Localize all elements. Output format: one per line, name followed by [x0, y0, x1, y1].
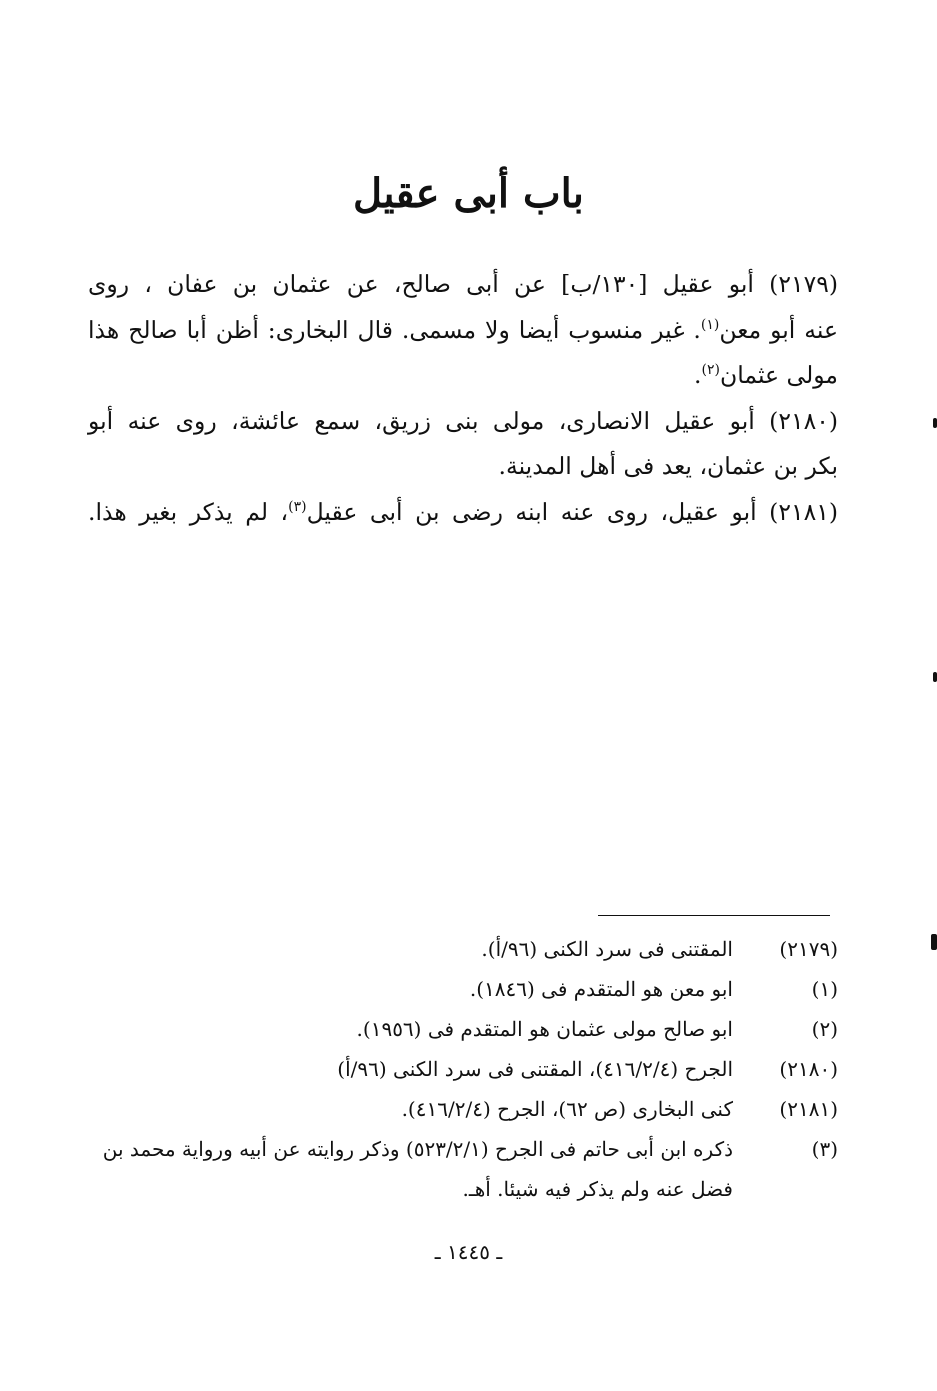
- footnote-item: [88, 1049, 838, 1089]
- footnote-item: [88, 969, 838, 1009]
- footnote-number: (١): [811, 977, 838, 1001]
- footnote-ref-2: (٢): [701, 362, 720, 379]
- footnote-ref-1: (١): [700, 316, 720, 333]
- entry-2179-line-3: مولى عثمان$^{(٢)}$.: [693, 361, 838, 389]
- entry-2179-line-1: (٢١٧٩) أبو عقيل [١٣٠/ب] عن أبى صالح، عن عثمان بن عفان ، روى: [88, 270, 838, 298]
- footnote-item: [88, 1089, 838, 1129]
- footnote-text: ذكره ابن أبى حاتم فى الجرح (٥٢٣/٢/١) وذكر روايته عن أبيه ورواية محمد بن فضل عنه ولم يذكر فيه شيئا. أهـ.: [102, 1137, 733, 1201]
- footnote-text: الجرح (٤١٦/٢/٤)، المقتنى فى سرد الكنى (٩٦/أ): [337, 1057, 733, 1081]
- footnote-separator: [598, 915, 830, 916]
- entry-2181-line-1: (٢١٨١) أبو عقيل، روى عنه ابنه رضى بن أبى عقيل$^{(٣)}$، لم يذكر بغير هذا.: [88, 497, 838, 526]
- footnotes: [88, 929, 838, 1209]
- footnote-item: [88, 1009, 838, 1049]
- footnote-text: كنى البخارى (ص ٦٢)، الجرح (٤١٦/٢/٤).: [401, 1097, 733, 1121]
- footnote-number: (٢١٨١): [779, 1097, 838, 1121]
- scan-edge-mark: [933, 672, 937, 682]
- footnote-text: ابو صالح مولى عثمان هو المتقدم فى (١٩٥٦).: [356, 1017, 733, 1041]
- page-number: ـ ١٤٤٥ ـ: [434, 1240, 503, 1264]
- footnote-text: المقتنى فى سرد الكنى (٩٦/أ).: [481, 937, 733, 961]
- entry-2179-line-2: عنه أبو معن$^{(١)}$. غير منسوب أيضا ولا مسمى. قال البخارى: أظن أبا صالح هذا: [88, 315, 838, 344]
- footnote-number: (٣): [811, 1137, 838, 1161]
- entry-2180-line-1: (٢١٨٠) أبو عقيل الانصارى، مولى بنى زريق، سمع عائشة، روى عنه أبو: [88, 406, 838, 435]
- footnote-text: ابو معن هو المتقدم فى (١٨٤٦).: [469, 977, 733, 1001]
- footnote-number: (٢): [811, 1017, 838, 1041]
- footnote-ref-3: (٣): [288, 498, 307, 515]
- entry-2180-line-2: بكر بن عثمان، يعد فى أهل المدينة.: [498, 452, 838, 480]
- footnote-number: (٢١٨٠): [779, 1057, 838, 1081]
- footnote-item: [88, 929, 838, 969]
- main-text: [88, 262, 838, 535]
- chapter-title: باب أبى عقيل: [353, 170, 584, 217]
- scan-edge-mark: [931, 934, 937, 950]
- scan-edge-mark: [933, 418, 937, 428]
- footnote-item: [88, 1129, 838, 1209]
- footnote-number: (٢١٧٩): [779, 937, 838, 961]
